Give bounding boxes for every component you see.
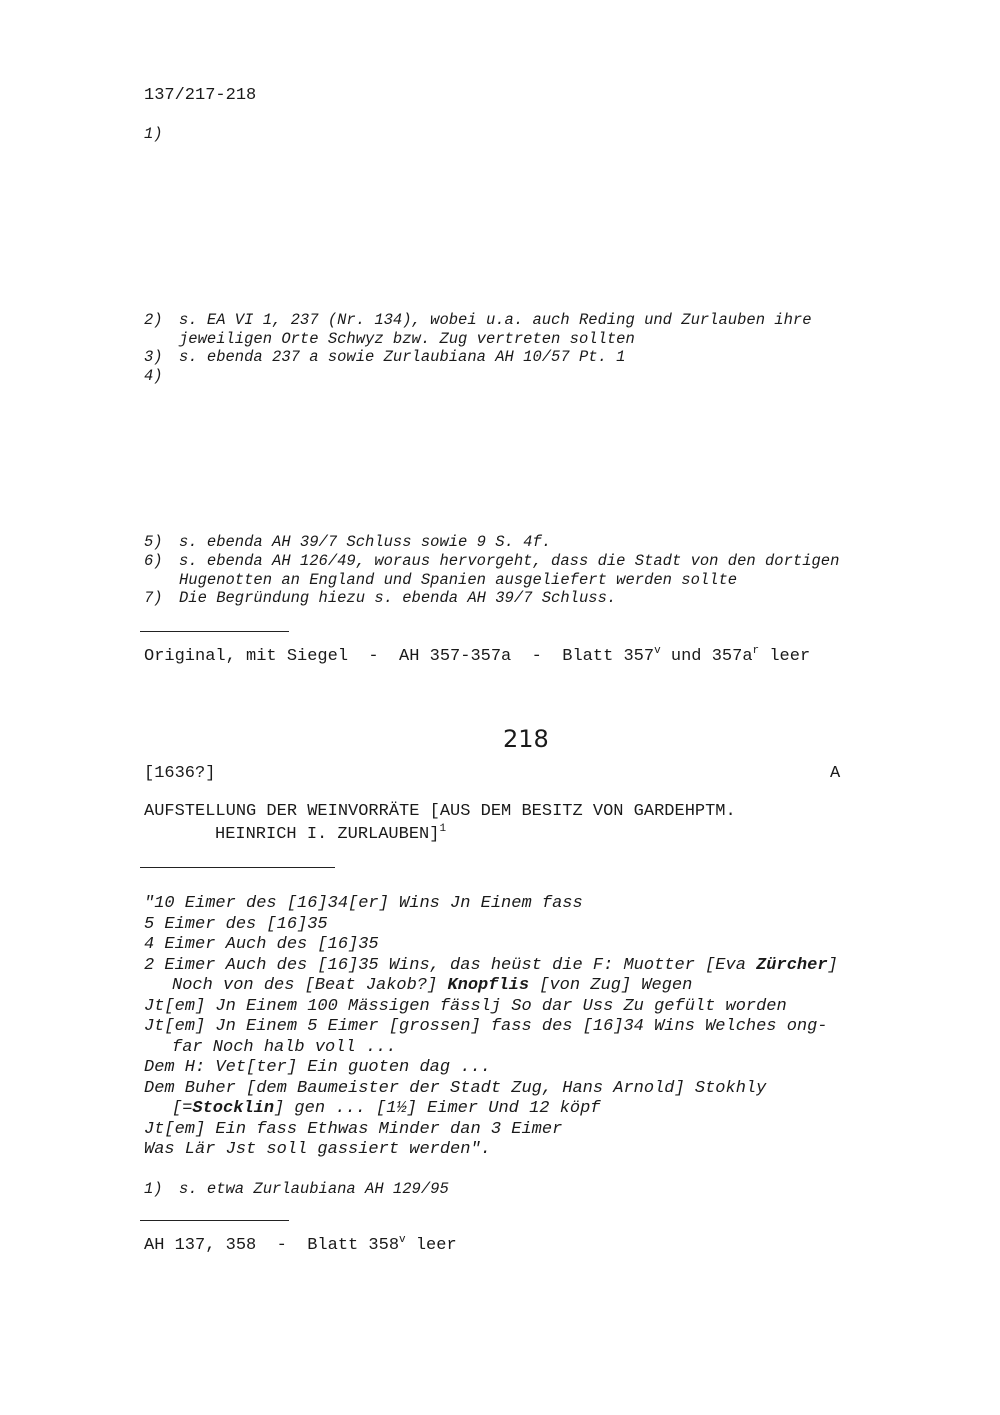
footnote-4: 4) (144, 367, 163, 385)
footnote-5: 5) (144, 533, 163, 551)
source-note-1: Original, mit Siegel - AH 357-357a - Blatt 357$^v$ und $357a^r$ leer (144, 645, 811, 666)
transcription-line: Jt[em] Jn Einem 100 Mässigen fässlj So dar Uss Zu gefült worden (144, 996, 787, 1016)
document-number: 218 (503, 725, 549, 753)
document-date: [1636?] (144, 764, 216, 783)
transcription-line: Was Lär Jst soll gassiert werden". (144, 1140, 491, 1159)
separator-rule (140, 1220, 289, 1221)
transcription-line: 2 Eimer Auch des [16]35 Wins, das heüst die F: Muotter [Eva Zürcher] (144, 955, 838, 975)
transcription-line: [=Stocklin] gen ... [1½] Eimer Und 12 köpf (172, 1099, 601, 1118)
source-note-2: AH 137, 358 - Blatt 358$^v$ leer (144, 1234, 457, 1255)
title-footnote-marker: 1 (439, 823, 447, 835)
transcription-line: Jt[em] Jn Einem 5 Eimer [grossen] fass des [16]34 Wins Welches ong- (144, 1017, 828, 1036)
document-letter: A (830, 764, 841, 783)
footnote-5-text: s. ebenda AH 39/7 Schluss sowie 9 S. 4f. (179, 533, 552, 551)
footnote-2-text-cont: jeweiligen Orte Schwyz bzw. Zug vertreten sollten (179, 329, 635, 348)
footnote-3-text: s. ebenda 237 a sowie Zurlaubiana AH 10/57 Pt. 1 (179, 348, 626, 366)
footnote-6-text-cont: Hugenotten an England und Spanien ausgeliefert werden sollte (179, 570, 738, 589)
document-title-cont: HEINRICH I. ZURLAUBEN]$^1$ (215, 823, 447, 844)
footnote-bottom-text: s. etwa Zurlaubiana AH 129/95 (179, 1180, 449, 1198)
page-reference: 137/217-218 (144, 86, 257, 105)
footnote-bottom-marker: 1) (144, 1180, 163, 1198)
footnote-6-text: s. ebenda AH 126/49, woraus hervorgeht, dass die Stadt von den dortigen (179, 552, 840, 570)
separator-rule (140, 631, 289, 632)
transcription-line: 4 Eimer Auch des [16]35 (144, 935, 379, 954)
transcription-line: Dem Buher [dem Baumeister der Stadt Zug, Hans Arnold] Stokhly (144, 1078, 767, 1098)
document-title: AUFSTELLUNG DER WEINVORRÄTE [AUS DEM BESITZ VON GARDEHPTM. (144, 802, 736, 821)
transcription-line: far Noch halb voll ... (172, 1037, 397, 1057)
footnote-2: 2) (144, 311, 163, 329)
footnote-2-text: s. EA VI 1, 237 (Nr. 134), wobei u.a. auch Reding und Zurlauben ihre (179, 311, 812, 329)
footnote-7: 7) (144, 589, 163, 607)
footnote-1: 1) (144, 125, 163, 143)
transcription-line: Noch von des [Beat Jakob?] Knopflis [von Zug] Wegen (172, 976, 693, 995)
footnote-6: 6) (144, 552, 163, 570)
transcription-line: "10 Eimer des [16]34[er] Wins Jn Einem fass (144, 894, 583, 913)
separator-rule (140, 867, 335, 868)
transcription-line: Jt[em] Ein fass Ethwas Minder dan 3 Eimer (144, 1119, 563, 1139)
footnote-3: 3) (144, 348, 163, 366)
footnote-7-text: Die Begründung hiezu s. ebenda AH 39/7 Schluss. (179, 589, 617, 607)
transcription-line: 5 Eimer des [16]35 (144, 914, 328, 934)
transcription-line: Dem H: Vet[ter] Ein guoten dag ... (144, 1058, 491, 1077)
